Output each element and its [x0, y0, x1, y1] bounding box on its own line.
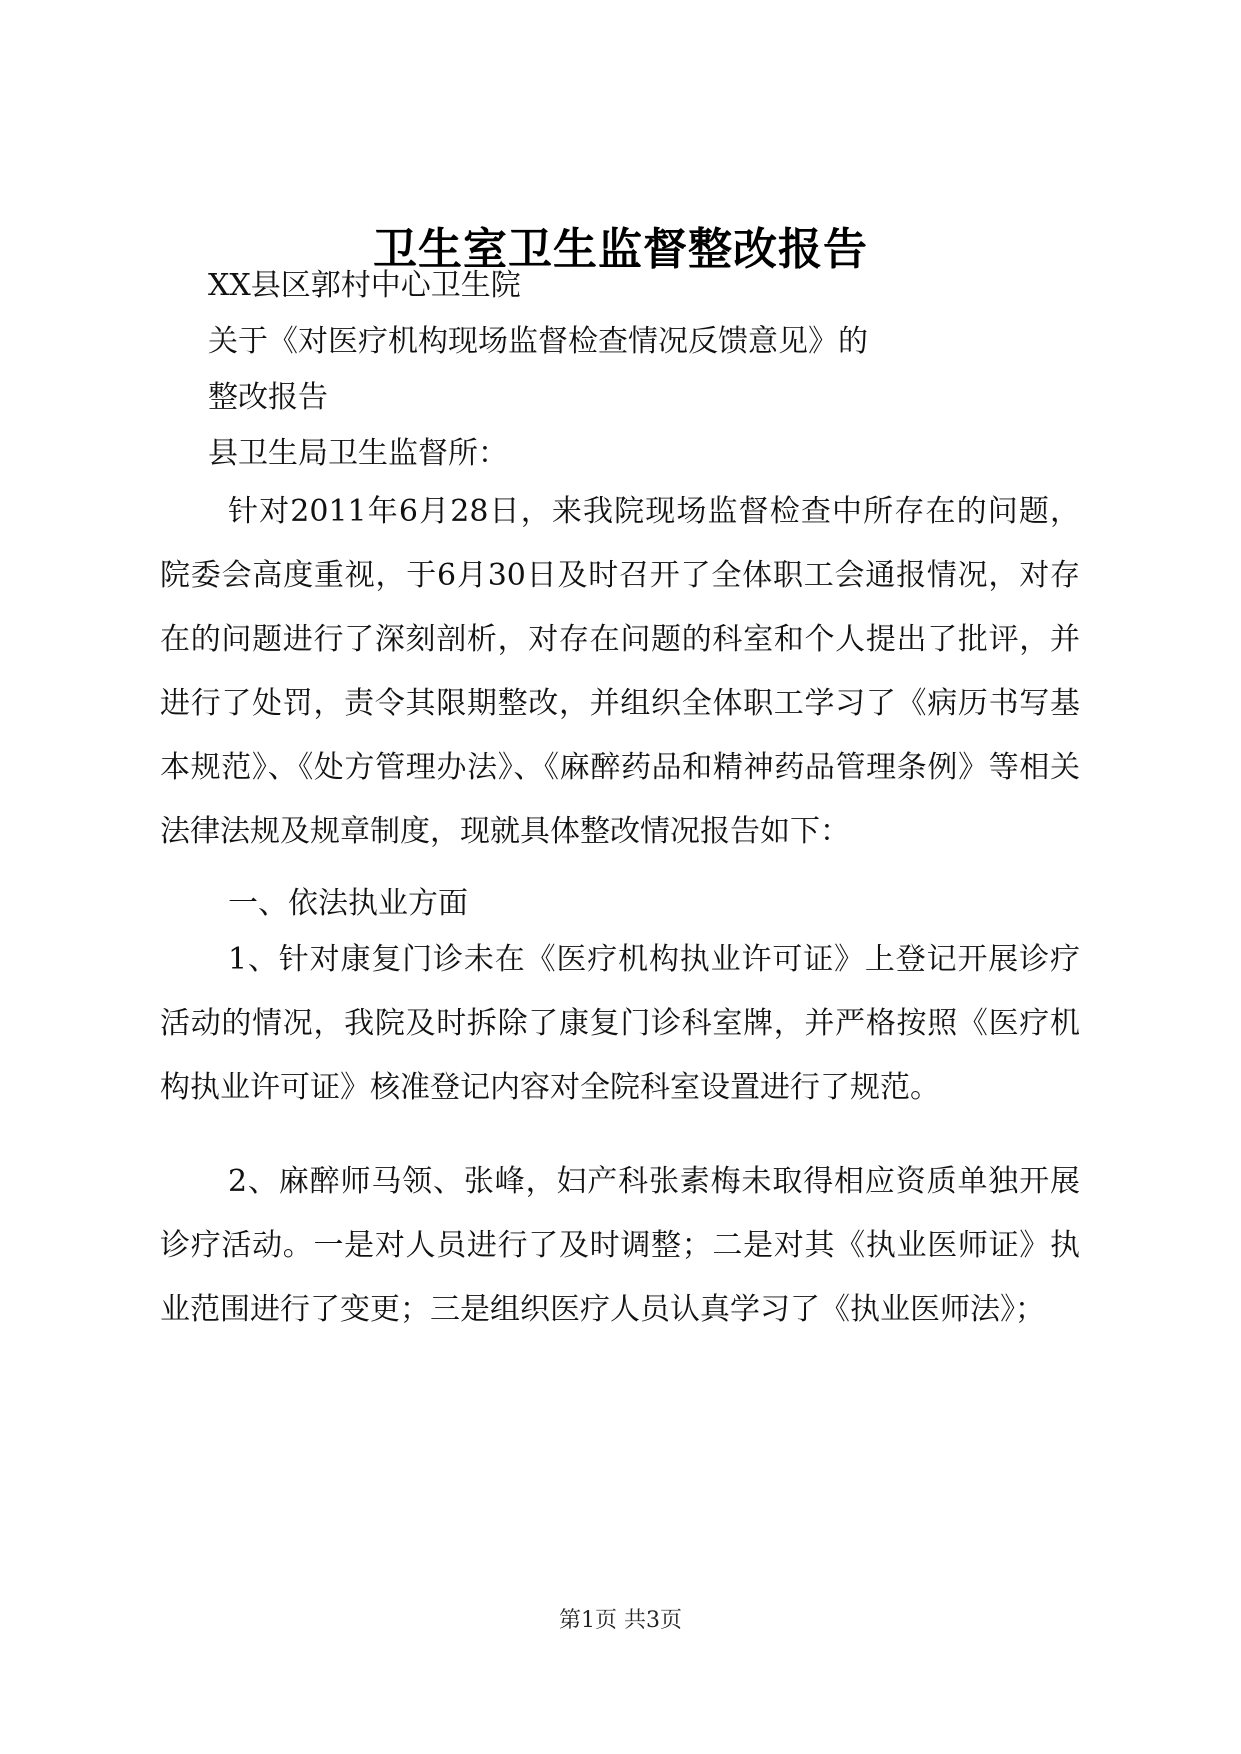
body-paragraph-item-1: 1、针对康复门诊未在《医疗机构执业许可证》上登记开展诊疗活动的情况，我院及时拆除了康复门诊科室牌，并严格按照《医疗机构执业许可证》核准登记内容对全院科室设置进行了规范。: [160, 942, 1080, 1105]
organization-line: XX县区郭村中心卫生院: [208, 268, 521, 303]
document-title: 卫生室卫生监督整改报告: [373, 224, 868, 275]
subject-line-1: 关于《对医疗机构现场监督检查情况反馈意见》的: [208, 324, 868, 359]
salutation: 县卫生局卫生监督所：: [208, 436, 508, 471]
body-paragraph-intro: 针对2011年6月28日，来我院现场监督检查中所存在的问题，院委会高度重视，于6月30日及时召开了全体职工会通报情况，对存在的问题进行了深刻剖析，对存在问题的科室和个人提出了批评，并进行了处罚，责令其限期整改，并组织全体职工学习了《病历书写基本规范》、《处方管理办法》、《麻醉药品和精神药品管理条例》等相关法律法规及规章制度，现就具体整改情况报告如下：: [160, 494, 1080, 849]
page-footer: 第1页 共3页: [559, 1608, 682, 1633]
subject-line-2: 整改报告: [208, 380, 328, 415]
body-paragraph-item-2: 2、麻醉师马领、张峰，妇产科张素梅未取得相应资质单独开展诊疗活动。一是对人员进行了及时调整；二是对其《执业医师证》执业范围进行了变更；三是组织医疗人员认真学习了《执业医师法》；: [160, 1164, 1080, 1327]
section-heading-legal-practice: 一、依法执业方面: [228, 886, 468, 921]
